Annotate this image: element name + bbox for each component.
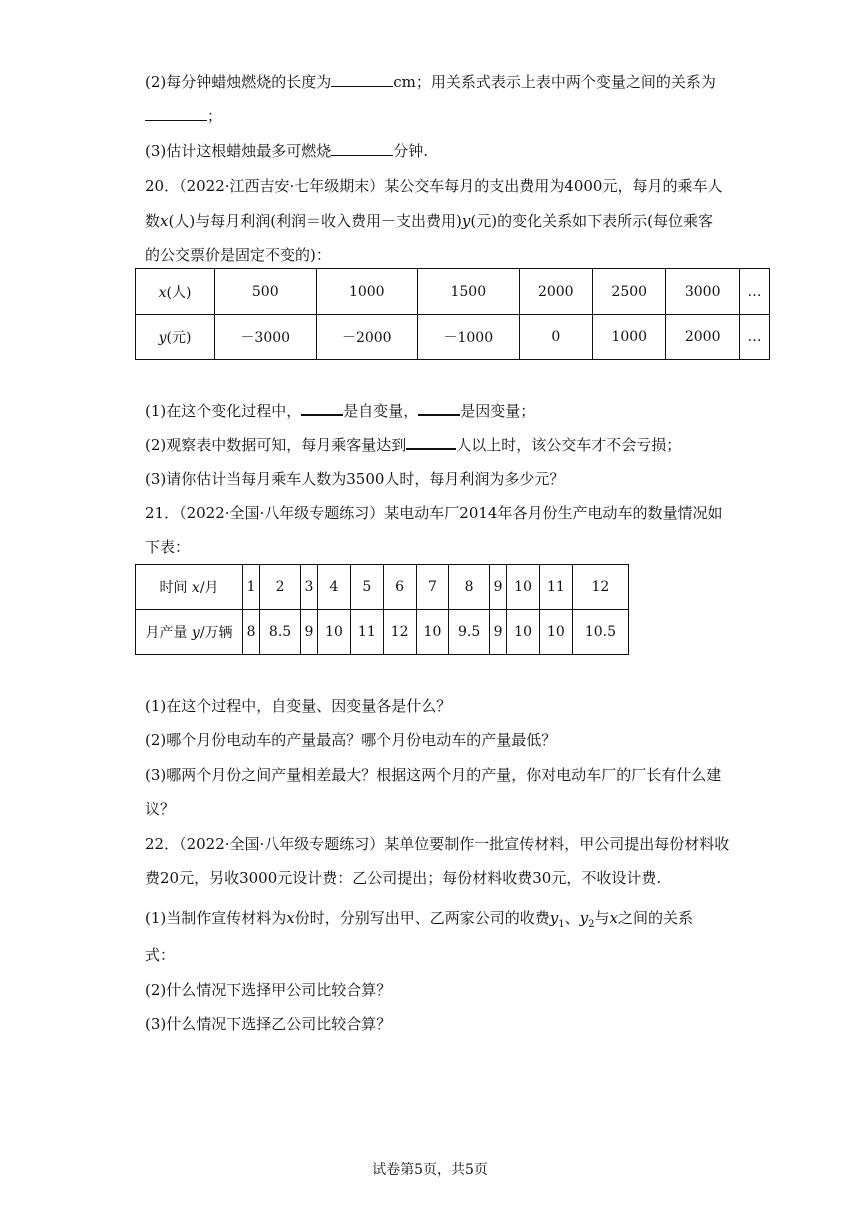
output-cell: 9.5 <box>449 610 490 655</box>
header-x: x(人) <box>136 269 215 315</box>
output-cell: 10 <box>318 610 351 655</box>
output-cell: 8 <box>243 610 260 655</box>
q19-part2-line2: ； <box>145 106 222 126</box>
header-output: 月产量 y/万辆 <box>136 610 243 655</box>
q20-part1: (1)在这个变化过程中， 是自变量， 是因变量； <box>145 402 536 420</box>
output-cell: 12 <box>383 610 416 655</box>
x-cell: … <box>739 269 769 315</box>
q21-stem-line2: 下表： <box>145 538 191 556</box>
month-cell: 8 <box>449 565 490 610</box>
x-cell: 500 <box>215 269 317 315</box>
q22-part1-line1: (1)当制作宣传材料为x份时，分别写出甲、乙两家公司的收费$y_1$、$y_2$与x之间的关系 <box>145 909 693 930</box>
answer-blank[interactable] <box>406 434 456 450</box>
q20-table <box>135 268 770 360</box>
output-cell: 10 <box>540 610 573 655</box>
output-cell: 11 <box>350 610 383 655</box>
q21-part1: (1)在这个过程中，自变量、因变量各是什么？ <box>145 697 452 715</box>
q21-part3-line2: 议？ <box>145 800 176 818</box>
month-cell: 2 <box>260 565 301 610</box>
q22-stem-line1: 22．（2022·全国·八年级专题练习）某单位要制作一批宣传材料，甲公司提出每份材料收 <box>145 835 730 853</box>
q22-stem-line2: 费20元，另收3000元设计费：乙公司提出；每份材料收费30元，不收设计费. <box>145 869 662 887</box>
month-cell: 5 <box>350 565 383 610</box>
month-cell: 12 <box>572 565 628 610</box>
month-cell: 3 <box>300 565 317 610</box>
table-row <box>136 610 629 655</box>
month-cell: 11 <box>540 565 573 610</box>
q21-stem-line1: 21．（2022·全国·八年级专题练习）某电动车厂2014年各月份生产电动车的数量情况如 <box>145 504 723 522</box>
month-cell: 9 <box>489 565 506 610</box>
answer-blank[interactable] <box>331 141 393 156</box>
table-row <box>136 565 629 610</box>
y-cell: … <box>739 315 769 360</box>
q20-stem-line1: 20．（2022·江西吉安·七年级期末）某公交车每月的支出费用为4000元，每月的乘车人 <box>145 177 723 195</box>
x-cell: 1500 <box>418 269 520 315</box>
output-cell: 8.5 <box>260 610 301 655</box>
output-cell: 10 <box>507 610 540 655</box>
q22-part3: (3)什么情况下选择乙公司比较合算？ <box>145 1015 392 1033</box>
q20-part2: (2)观察表中数据可知，每月乘客量达到 人以上时，该公交车才不会亏损； <box>145 436 682 454</box>
header-month: 时间 x/月 <box>136 565 243 610</box>
y-cell: 2000 <box>666 315 739 360</box>
month-cell: 1 <box>243 565 260 610</box>
header-y: y(元) <box>136 315 215 360</box>
output-cell: 9 <box>300 610 317 655</box>
q21-table <box>135 564 629 655</box>
y-cell: 0 <box>519 315 592 360</box>
table-row <box>136 269 770 315</box>
answer-blank[interactable] <box>418 400 460 416</box>
q21-part2: (2)哪个月份电动车的产量最高？哪个月份电动车的产量最低？ <box>145 731 557 749</box>
q19-part3: (3)估计这根蜡烛最多可燃烧 分钟. <box>145 142 429 160</box>
answer-blank[interactable] <box>145 106 207 121</box>
q20-stem-line2: 数x(人)与每月利润(利润＝收入费用－支出费用)y(元)的变化关系如下表所示(每位乘客 <box>145 212 713 230</box>
x-cell: 2000 <box>519 269 592 315</box>
q19-part2-line1: (2)每分钟蜡烛燃烧的长度为 cm；用关系式表示上表中两个变量之间的关系为 <box>145 73 716 91</box>
q20-stem-line3: 的公交票价是固定不变的)： <box>145 246 331 264</box>
answer-blank[interactable] <box>331 72 393 87</box>
y-cell: 1000 <box>593 315 666 360</box>
x-cell: 2500 <box>593 269 666 315</box>
x-cell: 1000 <box>316 269 418 315</box>
month-cell: 10 <box>507 565 540 610</box>
output-cell: 10 <box>416 610 449 655</box>
y-cell: －1000 <box>418 315 520 360</box>
page-footer: 试卷第5页，共5页 <box>372 1162 488 1178</box>
answer-blank[interactable] <box>301 400 343 416</box>
month-cell: 4 <box>318 565 351 610</box>
y-cell: －3000 <box>215 315 317 360</box>
month-cell: 7 <box>416 565 449 610</box>
month-cell: 6 <box>383 565 416 610</box>
output-cell: 10.5 <box>572 610 628 655</box>
y-cell: －2000 <box>316 315 418 360</box>
q20-part3: (3)请你估计当每月乘车人数为3500人时，每月利润为多少元？ <box>145 470 565 488</box>
q22-part2: (2)什么情况下选择甲公司比较合算？ <box>145 981 392 999</box>
q22-part1-line2: 式： <box>145 946 176 964</box>
table-row <box>136 315 770 360</box>
output-cell: 9 <box>489 610 506 655</box>
x-cell: 3000 <box>666 269 739 315</box>
q21-part3-line1: (3)哪两个月份之间产量相差最大？根据这两个月的产量，你对电动车厂的厂长有什么建 <box>145 766 722 784</box>
